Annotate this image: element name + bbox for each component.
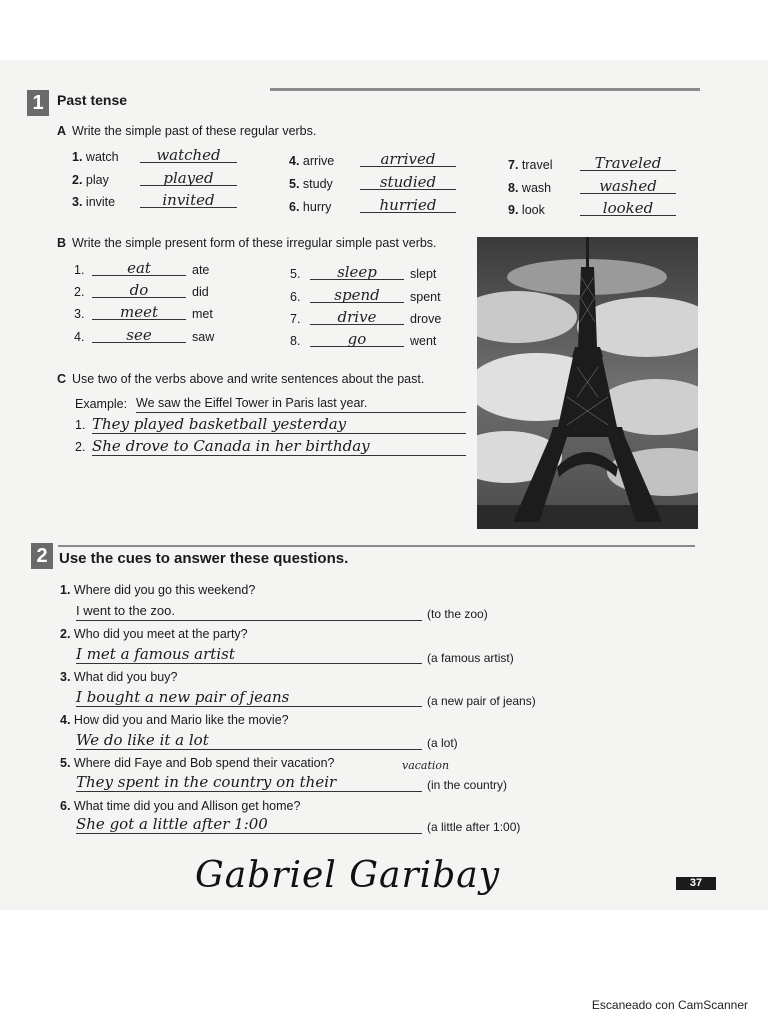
part-b-answer-1[interactable]: eat: [92, 259, 186, 276]
part-a-answer-3[interactable]: invited: [140, 191, 237, 208]
part-b-past-1: ate: [192, 263, 210, 277]
part-c-sentence-1[interactable]: They played basketball yesterday: [92, 415, 466, 434]
part-b-num-6: 6.: [290, 290, 301, 304]
part-a-item-7: 7. travel: [508, 158, 553, 172]
answer-4[interactable]: We do like it a lot: [76, 731, 422, 750]
part-a-item-9: 9. look: [508, 203, 545, 217]
cue-4: (a lot): [427, 736, 458, 750]
part-c-heading: C Use two of the verbs above and write sentences about the past.: [57, 372, 425, 386]
section-1-number: 1: [27, 90, 49, 116]
eiffel-tower-photo: [477, 237, 698, 529]
part-a-answer-7[interactable]: Traveled: [580, 154, 676, 171]
part-b-num-5: 5.: [290, 267, 301, 281]
part-b-num-8: 8.: [290, 334, 301, 348]
question-4: 4. How did you and Mario like the movie?: [60, 713, 289, 727]
part-c-sentence-2[interactable]: She drove to Canada in her birthday: [92, 437, 466, 456]
question-2: 2. Who did you meet at the party?: [60, 627, 248, 641]
part-c-example-label: Example:: [75, 397, 128, 411]
section-2-rule: [58, 545, 695, 547]
part-a-item-2: 2. play: [72, 173, 109, 187]
question-5: 5. Where did Faye and Bob spend their vacation?: [60, 756, 335, 770]
part-b-past-2: did: [192, 285, 209, 299]
question-6: 6. What time did you and Allison get home?: [60, 799, 301, 813]
question-3: 3. What did you buy?: [60, 670, 178, 684]
part-b-answer-2[interactable]: do: [92, 281, 186, 298]
part-a-item-1: 1. watch: [72, 150, 119, 164]
answer-5[interactable]: They spent in the country on their: [76, 773, 422, 792]
question-1: 1. Where did you go this weekend?: [60, 583, 256, 597]
part-b-num-4: 4.: [74, 330, 85, 344]
student-signature: Gabriel Garibay: [195, 855, 501, 896]
answer-3[interactable]: I bought a new pair of jeans: [76, 688, 422, 707]
answer-6[interactable]: She got a little after 1:00: [76, 815, 422, 834]
part-a-answer-2[interactable]: played: [140, 169, 237, 186]
part-c-num-2: 2.: [75, 440, 86, 454]
part-b-num-3: 3.: [74, 307, 85, 321]
part-a-item-6: 6. hurry: [289, 200, 332, 214]
part-a-answer-6[interactable]: hurried: [360, 196, 456, 213]
part-b-num-2: 2.: [74, 285, 85, 299]
section-1-title: Past tense: [57, 92, 128, 108]
part-b-answer-8[interactable]: go: [310, 330, 404, 347]
cue-2: (a famous artist): [427, 651, 514, 665]
cue-5: (in the country): [427, 778, 508, 792]
part-a-item-5: 5. study: [289, 177, 333, 191]
part-c-num-1: 1.: [75, 418, 86, 432]
part-b-past-7: drove: [410, 312, 442, 326]
page-number: 37: [676, 877, 716, 890]
part-a-answer-9[interactable]: looked: [580, 199, 676, 216]
section-2-title: Use the cues to answer these questions.: [59, 550, 349, 567]
part-b-answer-6[interactable]: spend: [310, 286, 404, 303]
part-a-item-8: 8. wash: [508, 181, 552, 195]
part-a-answer-5[interactable]: studied: [360, 173, 456, 190]
eiffel-tower-illustration: [477, 237, 698, 529]
part-b-past-6: spent: [410, 290, 441, 304]
answer-5-note: vacation: [402, 759, 450, 772]
cue-6: (a little after 1:00): [427, 820, 521, 834]
answer-2[interactable]: I met a famous artist: [76, 645, 422, 664]
part-b-answer-3[interactable]: meet: [92, 303, 186, 320]
cue-3: (a new pair of jeans): [427, 694, 536, 708]
part-a-answer-8[interactable]: washed: [580, 177, 676, 194]
scanner-watermark: Escaneado con CamScanner: [591, 998, 748, 1012]
part-b-past-4: saw: [192, 330, 215, 344]
cue-1: (to the zoo): [427, 607, 488, 621]
section-2-number: 2: [31, 543, 53, 569]
part-c-example: We saw the Eiffel Tower in Paris last year.: [136, 394, 466, 413]
answer-1[interactable]: I went to the zoo.: [76, 602, 422, 621]
part-b-heading: B Write the simple present form of these irregular simple past verbs.: [57, 236, 437, 250]
part-b-past-5: slept: [410, 267, 437, 281]
section-1-rule: [270, 88, 700, 91]
part-a-answer-4[interactable]: arrived: [360, 150, 456, 167]
part-b-num-1: 1.: [74, 263, 85, 277]
part-b-past-3: met: [192, 307, 213, 321]
part-a-item-4: 4. arrive: [289, 154, 335, 168]
part-b-answer-4[interactable]: see: [92, 326, 186, 343]
part-b-answer-7[interactable]: drive: [310, 308, 404, 325]
part-b-answer-5[interactable]: sleep: [310, 263, 404, 280]
part-a-answer-1[interactable]: watched: [140, 146, 237, 163]
part-a-item-3: 3. invite: [72, 195, 116, 209]
part-b-num-7: 7.: [290, 312, 301, 326]
part-a-heading: A Write the simple past of these regular verbs.: [57, 124, 317, 138]
part-b-past-8: went: [410, 334, 437, 348]
